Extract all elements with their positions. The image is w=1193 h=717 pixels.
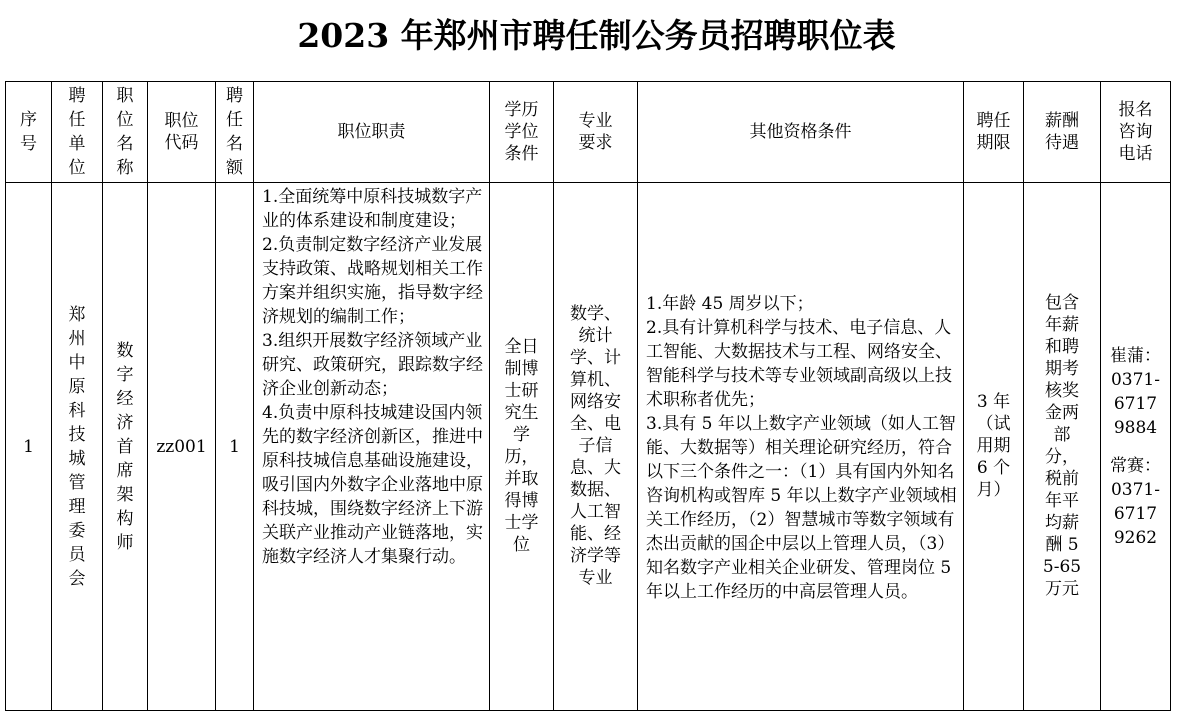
header-unit: 聘任单位	[52, 82, 103, 183]
duty-item: 4.负责中原科技城建设国内领先的数字经济创新区，推进中原科技城信息基础设施建设，吸引国内外数字企业落地中原科技城，围绕数字经济上下游关联产业推动产业链落地，实施数字经济人才集聚行动。	[262, 403, 483, 567]
header-seq: 序号	[6, 82, 52, 183]
cell-quota: 1	[216, 183, 254, 711]
cell-phone	[1101, 183, 1171, 711]
cell-seq: 1	[6, 183, 52, 711]
cell-unit: 郑州中原科技城管理委员会	[52, 183, 103, 711]
header-major: 专业要求	[554, 82, 638, 183]
phone-contact-2: 常赛：0371-67179262	[1110, 455, 1161, 548]
cell-term: 3 年（试用期 6 个月）	[964, 183, 1024, 711]
duty-item: 2.负责制定数字经济产业发展支持政策、战略规划相关工作方案并组织实施，指导数字经济规划的编制工作；	[262, 235, 483, 327]
header-other: 其他资格条件	[638, 82, 964, 183]
cell-major: 数学、统计学、计算机、网络安全、电子信息、大数据、人工智能、经济学等专业	[554, 183, 638, 711]
header-salary: 薪酬待遇	[1024, 82, 1101, 183]
cell-duties	[254, 183, 490, 711]
header-position-code: 职位代码	[148, 82, 216, 183]
header-phone: 报名咨询电话	[1101, 82, 1171, 183]
qualification-item: 1.年龄 45 周岁以下；	[646, 293, 814, 314]
duty-item: 3.组织开展数字经济领域产业研究、政策研究，跟踪数字经济企业创新动态；	[262, 331, 483, 399]
table-row	[6, 183, 1171, 711]
header-position-name: 职位名称	[103, 82, 148, 183]
header-term: 聘任期限	[964, 82, 1024, 183]
cell-salary: 包含年薪和聘期考核奖金两部分，税前年平均薪酬 55-65 万元	[1024, 183, 1101, 711]
cell-position-code: zz001	[148, 183, 216, 711]
page-title: 2023 年郑州市聘任制公务员招聘职位表	[297, 16, 896, 55]
cell-position-name: 数字经济首席架构师	[103, 183, 148, 711]
header-quota: 聘任名额	[216, 82, 254, 183]
cell-education: 全日制博士研究生学历，并取得博士学位	[490, 183, 554, 711]
qualification-item: 2.具有计算机科学与技术、电子信息、人工智能、大数据技术与工程、网络安全、智能科学与技术等专业领域副高级以上技术职称者优先；	[646, 317, 952, 410]
header-education: 学历学位条件	[490, 82, 554, 183]
phone-contact-1: 崔蒲：0371-67179884	[1110, 345, 1161, 438]
qualification-item: 3.具有 5 年以上数字产业领域（如人工智能、大数据等）相关理论研究经历，符合以下三个条件之一：（1）具有国内外知名咨询机构或智库 5 年以上数字产业领域相关工作经历，（2）智慧城市等数字领域有杰出贡献的国企中层以上管理人员，（3）知名数字产业相关企业研发、管理岗位 5 年以上工作经历的中高层管理人员。	[646, 413, 957, 602]
cell-other	[638, 183, 964, 711]
header-duties: 职位职责	[254, 82, 490, 183]
duty-item: 1.全面统筹中原科技城数字产业的体系建设和制度建设；	[262, 187, 483, 231]
header-row	[6, 82, 1171, 183]
recruitment-table	[5, 81, 1171, 711]
